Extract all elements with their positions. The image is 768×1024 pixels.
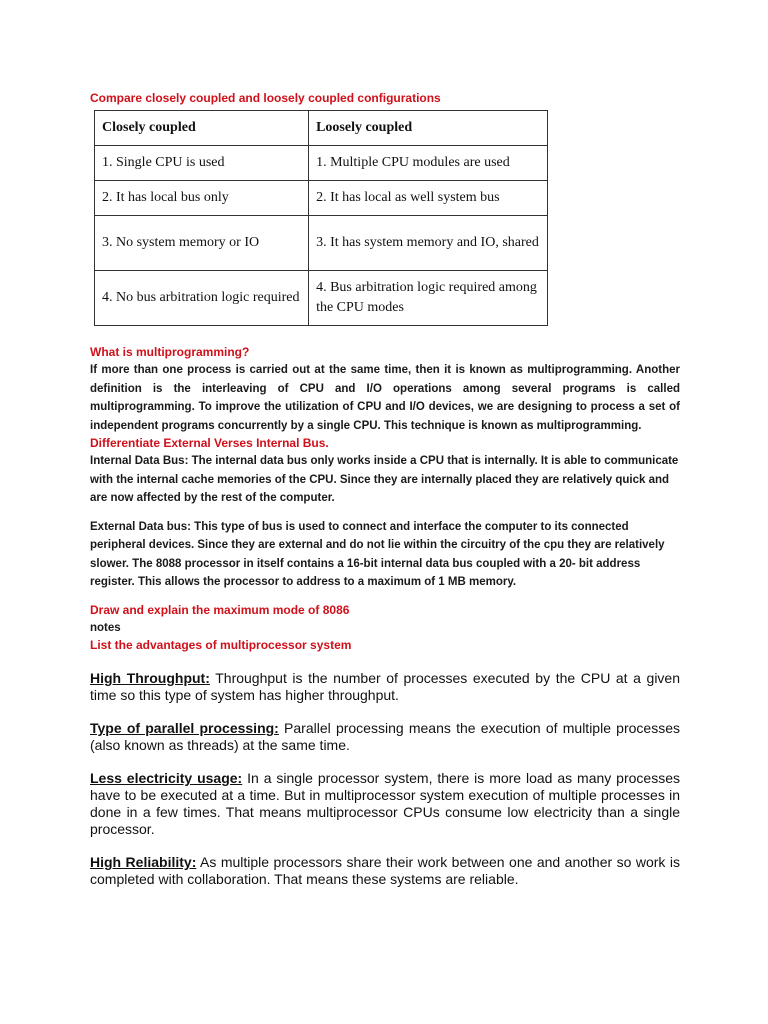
advantage-item bbox=[90, 770, 680, 838]
table-cell: 4. No bus arbitration logic required bbox=[95, 271, 309, 326]
table-row bbox=[95, 271, 548, 326]
multiprogramming-text: If more than one process is carried out at the same time, then it is known as multiprogramming. Another definition is the interleaving of CPU and I/O operations among several programs is called multiprogramming. To improve the utilization of CPU and I/O devices, we are designing to process a set of independent programs concurrently by a single CPU. This technique is known as multiprogramming. bbox=[90, 364, 680, 432]
advantage-term: High Throughput: bbox=[90, 670, 210, 686]
external-bus-text: External Data bus: This type of bus is used to connect and interface the computer to its connected peripheral devices. Since they are external and do not lie within the circuitry of the cpu they are relatively slower. The 8088 processor in itself contains a 16-bit internal data bus coupled with a 20- bit address register. This allows the processor to address to a maximum of 1 MB memory. bbox=[90, 520, 665, 588]
table-cell: 3. No system memory or IO bbox=[95, 216, 309, 271]
table-header-cell: Loosely coupled bbox=[309, 111, 548, 146]
table-row bbox=[95, 146, 548, 181]
advantages-heading: List the advantages of multiprocessor system bbox=[90, 638, 352, 652]
advantage-text: As multiple processors share their work between one and another so work is completed with collaboration. That means these systems are reliable. bbox=[90, 854, 680, 887]
advantage-item bbox=[90, 854, 680, 888]
table-header-cell: Closely coupled bbox=[95, 111, 309, 146]
advantage-item bbox=[90, 670, 680, 704]
table-header-row bbox=[95, 111, 548, 146]
advantage-text: In a single processor system, there is more load as many processes have to be executed at a time. But in multiprocessor system execution of multiple processes in done in a few times. That means multiprocessor CPUs consume low electricity than a single processor. bbox=[90, 770, 680, 837]
internal-bus-text: Internal Data Bus: The internal data bus only works inside a CPU that is internally. It is able to communicate with the internal cache memories of the CPU. Since they are internally placed they are relatively quick and are now affected by the rest of the computer. bbox=[90, 455, 679, 504]
advantage-item bbox=[90, 720, 680, 754]
table-cell: 2. It has local as well system bus bbox=[309, 181, 548, 216]
comparison-table bbox=[94, 110, 548, 326]
max-mode-heading: Draw and explain the maximum mode of 8086 bbox=[90, 602, 350, 617]
table-row bbox=[95, 216, 548, 271]
notes-text: notes bbox=[90, 621, 121, 634]
advantage-term: Less electricity usage: bbox=[90, 770, 243, 786]
advantage-text: Throughput is the number of processes executed by the CPU at a given time so this type of system has higher throughput. bbox=[90, 670, 681, 703]
compare-heading: Compare closely coupled and loosely coupled configurations bbox=[90, 91, 441, 105]
table-cell: 1. Single CPU is used bbox=[95, 146, 309, 181]
multiprogramming-heading: What is multiprogramming? bbox=[90, 345, 250, 359]
advantage-term: Type of parallel processing: bbox=[90, 720, 279, 736]
table-cell: 3. It has system memory and IO, shared bbox=[309, 216, 548, 271]
table-cell: 4. Bus arbitration logic required among the CPU modes bbox=[309, 271, 548, 326]
document-page bbox=[90, 90, 680, 888]
table-row bbox=[95, 181, 548, 216]
table-cell: 1. Multiple CPU modules are used bbox=[309, 146, 548, 181]
advantage-text: Parallel processing means the execution of multiple processes (also known as threads) at the same time. bbox=[90, 720, 680, 753]
bus-heading: Differentiate External Verses Internal Bus. bbox=[90, 436, 329, 450]
advantage-term: High Reliability: bbox=[90, 854, 197, 870]
table-cell: 2. It has local bus only bbox=[95, 181, 309, 216]
